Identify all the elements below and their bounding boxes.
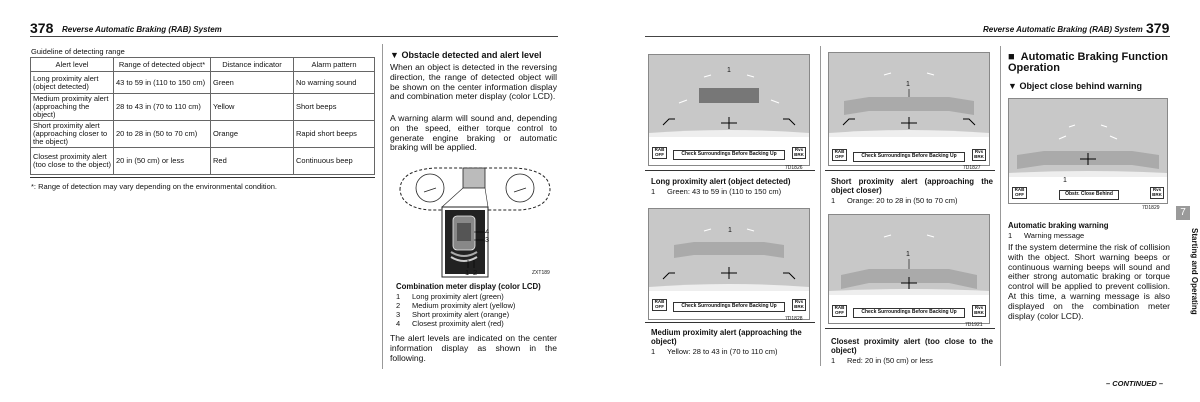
table-bottom-rule: [30, 177, 375, 178]
display-obstruction-warning: [1008, 98, 1168, 204]
table-cell: Rapid short beeps: [294, 121, 375, 148]
figure-code: 7D1921: [965, 322, 983, 328]
list-item: 1 Long proximity alert (green): [396, 292, 504, 301]
right-page-number: 379: [1146, 20, 1170, 36]
screen-caption-item: 1 Red: 20 in (50 cm) or less: [831, 356, 933, 365]
left-page-number: 378: [30, 20, 54, 36]
chapter-tab-number: 7: [1176, 206, 1190, 220]
triangle-down-icon: ▼: [1008, 81, 1017, 91]
obstacle-section-heading: [390, 50, 542, 60]
chapter-tab-label: Starting and Operating: [1190, 228, 1199, 315]
rab-off-badge: RAB OFF: [832, 305, 847, 317]
display-medium-proximity: [648, 208, 810, 320]
screen-caption-item: 1 Orange: 20 to 28 in (50 to 70 cm): [831, 196, 958, 205]
display-short-proximity: [828, 52, 990, 166]
meter-callout-2: 2: [473, 268, 478, 277]
figure-code: 7D1827: [963, 165, 981, 171]
screen-callout: 1: [1063, 177, 1067, 184]
left-header-rule: [30, 36, 558, 37]
rvs-brk-badge: Rvs BRK: [1150, 187, 1164, 199]
figure-code: 7D1828: [785, 316, 803, 322]
table-header: Distance indicator: [211, 58, 294, 72]
rab-off-badge: RAB OFF: [652, 299, 667, 311]
meter-caption-list: [396, 292, 561, 328]
table-cell: Yellow: [211, 94, 294, 121]
object-close-subheading-text: Object close behind warning: [1019, 81, 1142, 91]
table-cell: Closest proximity alert (too close to the object): [31, 148, 114, 175]
figure-code: 7D1829: [1142, 205, 1160, 211]
screen-caption-title: Closest proximity alert (too close to the object): [831, 337, 993, 355]
screen-callout: 1: [906, 81, 910, 88]
table-cell: 20 in (50 cm) or less: [114, 148, 211, 175]
table-header-row: [31, 58, 375, 72]
display-closest-proximity: [828, 214, 990, 324]
combination-meter-illustration: [390, 160, 560, 280]
screen-caption-title: Long proximity alert (object detected): [651, 177, 791, 186]
obstacle-heading-text: Obstacle detected and alert level: [401, 50, 542, 60]
auto-braking-para: If the system determine the risk of collision with the object. Short warning beeps or continuous warning beeps will sound and either strong automatic braking or torque control will be applied to prevent collision. At this time, a warning message is also displayed on the combination meter display (color LCD).: [1008, 242, 1170, 321]
screen-caption-title: Medium proximity alert (approaching the object): [651, 328, 802, 346]
rab-off-badge: RAB OFF: [1012, 187, 1027, 199]
obstruction-warning-message: Obstr. Close Behind: [1059, 190, 1119, 200]
obstacle-para-1: When an object is detected in the reversing direction, the range of detected object will be shown on the center information display and combination meter display (color LCD).: [390, 62, 557, 102]
meter-figure-code: ZXT189: [532, 270, 550, 276]
object-close-subheading: [1008, 81, 1142, 91]
table-cell: Short proximity alert (approaching closer to the object): [31, 121, 114, 148]
table-header: Alert level: [31, 58, 114, 72]
table-cell: 43 to 59 in (110 to 150 cm): [114, 72, 211, 94]
table-cell: Medium proximity alert (approaching the object): [31, 94, 114, 121]
table-cell: Long proximity alert (object detected): [31, 72, 114, 94]
table-caption: Guideline of detecting range: [31, 47, 125, 56]
meter-callout-3: 3: [485, 235, 490, 244]
auto-braking-heading-text: Automatic Braking Function Operation: [1008, 51, 1168, 74]
table-cell: Continuous beep: [294, 148, 375, 175]
table-footnote: *: Range of detection may vary depending on the environmental condition.: [31, 182, 277, 191]
table-header: Alarm pattern: [294, 58, 375, 72]
screen-caption-item: 1 Green: 43 to 59 in (110 to 150 cm): [651, 187, 782, 196]
continued-label: – CONTINUED –: [1106, 379, 1164, 388]
screen-callout: 1: [728, 227, 732, 234]
table-cell: 20 to 28 in (50 to 70 cm): [114, 121, 211, 148]
column-divider: [1000, 46, 1001, 366]
rear-view-guides: [649, 209, 809, 291]
alert-levels-para: The alert levels are indicated on the center information display as shown in the following.: [390, 333, 557, 363]
rvs-brk-badge: Rvs BRK: [792, 299, 806, 311]
square-bullet-icon: ■: [1008, 51, 1015, 63]
status-message: Check Surroundings Before Backing Up: [673, 302, 785, 312]
table-cell: Green: [211, 72, 294, 94]
rvs-brk-badge: Rvs BRK: [972, 149, 986, 161]
table-cell: Orange: [211, 121, 294, 148]
auto-braking-section-heading: [1008, 52, 1168, 74]
list-item: 3 Short proximity alert (orange): [396, 310, 510, 319]
column-divider: [820, 46, 821, 366]
screen-caption-item: 1 Yellow: 28 to 43 in (70 to 110 cm): [651, 347, 778, 356]
table-row: [31, 94, 375, 121]
table-row: [31, 72, 375, 94]
rab-off-badge: RAB OFF: [832, 149, 847, 161]
chapter-tab-label-wrap: [1190, 228, 1200, 315]
screen-divider-rule: [825, 328, 995, 329]
detecting-range-table: [30, 57, 375, 175]
meter-callout-1: 1: [465, 268, 470, 277]
table-cell: Red: [211, 148, 294, 175]
triangle-down-icon: ▼: [390, 50, 399, 60]
column-divider: [382, 44, 383, 369]
rvs-brk-badge: Rvs BRK: [792, 147, 806, 159]
table-header: Range of detected object*: [114, 58, 211, 72]
screen-callout: 1: [727, 67, 731, 74]
table-cell: No warning sound: [294, 72, 375, 94]
warn-caption-title: Automatic braking warning: [1008, 221, 1109, 230]
screen-caption-title: Short proximity alert (approaching the object closer): [831, 177, 993, 195]
meter-caption-title: Combination meter display (color LCD): [396, 282, 541, 291]
screen-divider-rule: [645, 322, 815, 323]
status-message: Check Surroundings Before Backing Up: [853, 308, 965, 318]
table-row: [31, 121, 375, 148]
figure-code: 7D1826: [785, 165, 803, 171]
rear-view-guides: [829, 53, 989, 137]
table-cell: 28 to 43 in (70 to 110 cm): [114, 94, 211, 121]
right-page-header: Reverse Automatic Braking (RAB) System: [983, 25, 1143, 34]
meter-callout-4: 4: [485, 227, 490, 236]
rab-off-badge: RAB OFF: [652, 147, 667, 159]
warn-caption-item: 1 Warning message: [1008, 231, 1085, 240]
rear-view-guides: [1009, 99, 1167, 177]
left-page-header: Reverse Automatic Braking (RAB) System: [62, 25, 222, 34]
list-item: 4 Closest proximity alert (red): [396, 319, 504, 328]
screen-callout: 1: [906, 251, 910, 258]
table-cell: Short beeps: [294, 94, 375, 121]
table-row: [31, 148, 375, 175]
status-message: Check Surroundings Before Backing Up: [673, 150, 785, 160]
display-long-proximity: [648, 54, 810, 166]
obstacle-para-2: A warning alarm will sound and, depending on the speed, either torque control to generate engine braking or automatic braking will be applied.: [390, 113, 557, 153]
list-item: 2 Medium proximity alert (yellow): [396, 301, 516, 310]
right-header-rule: [645, 36, 1170, 37]
status-message: Check Surroundings Before Backing Up: [853, 152, 965, 162]
rvs-brk-badge: Rvs BRK: [972, 305, 986, 317]
